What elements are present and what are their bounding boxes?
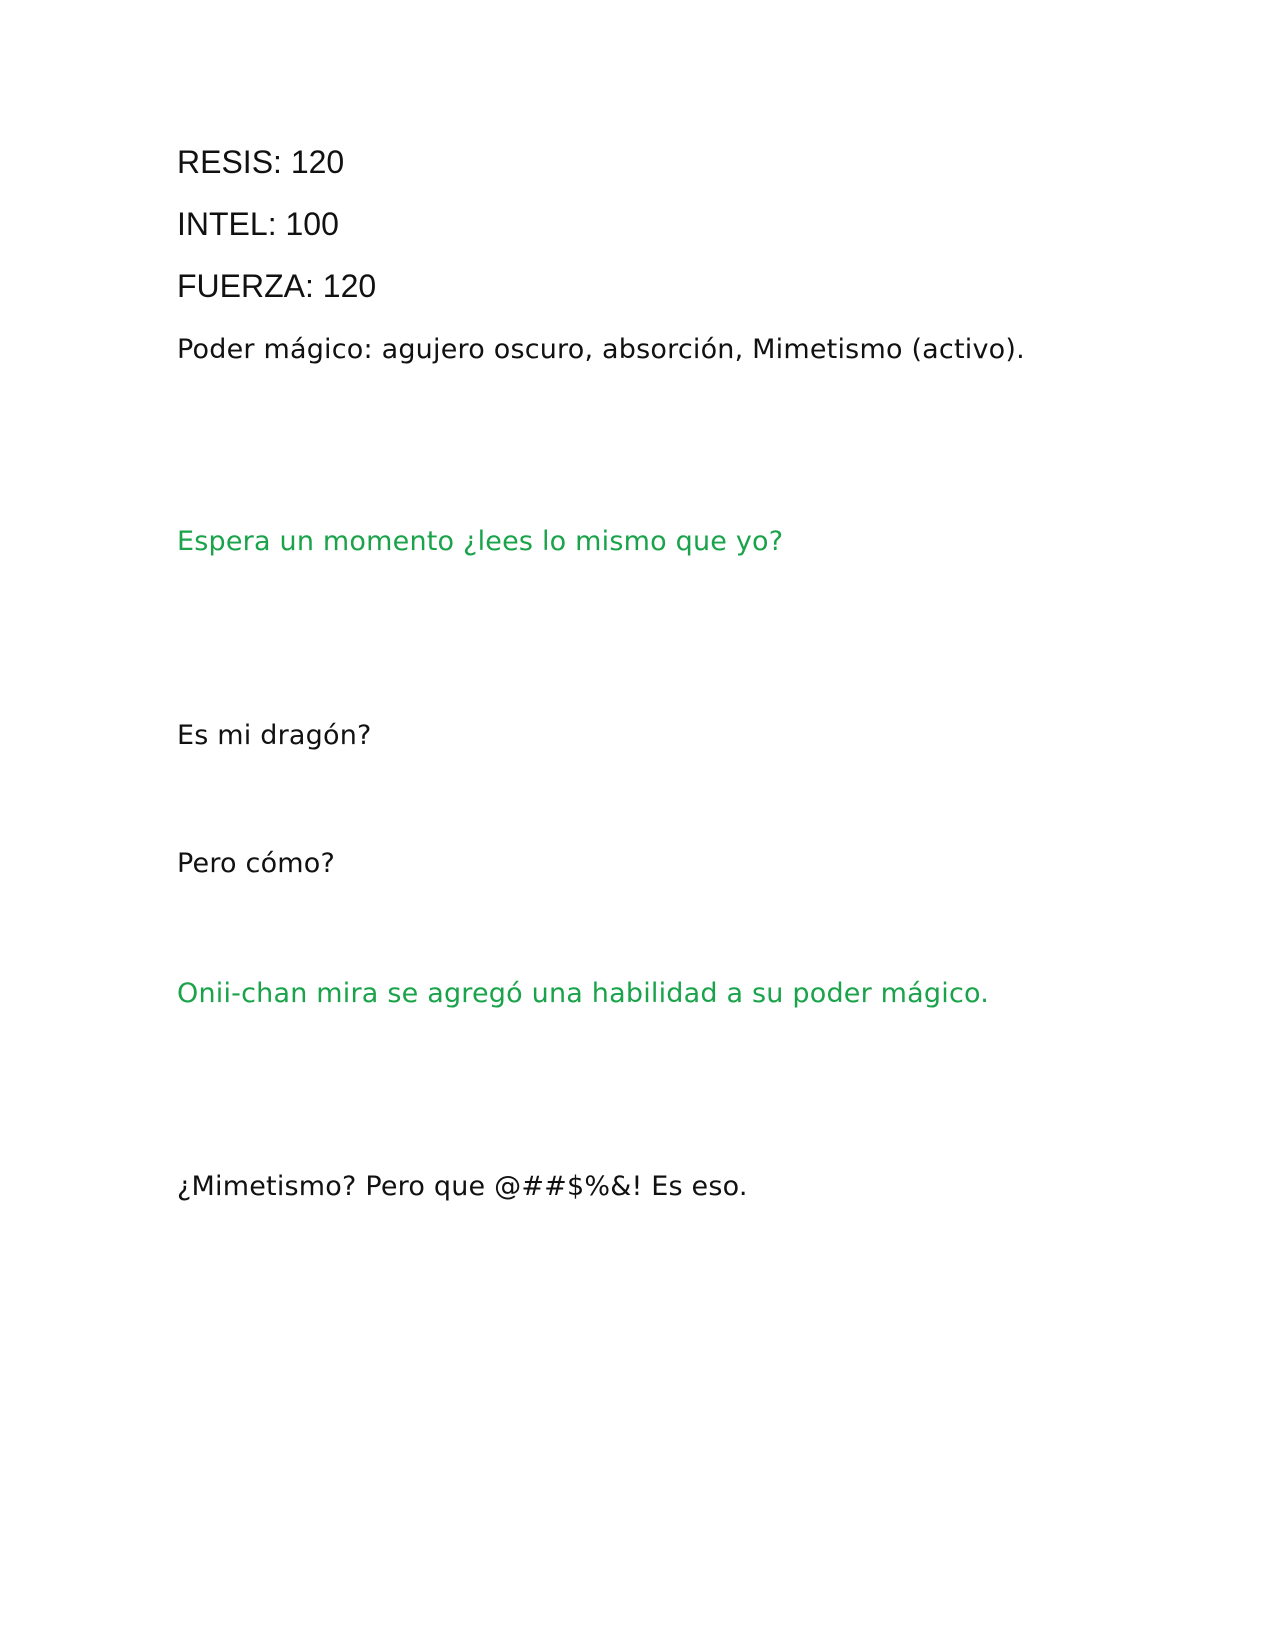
dialogue-line-1: Espera un momento ¿lees lo mismo que yo? [177, 526, 784, 557]
stat-resis: RESIS: 120 [177, 144, 345, 180]
stat-fuerza: FUERZA: 120 [177, 268, 377, 304]
magic-power-line: Poder mágico: agujero oscuro, absorción, Mimetismo (activo). [177, 334, 1025, 365]
stat-intel: INTEL: 100 [177, 206, 339, 242]
dialogue-line-3: Pero cómo? [177, 848, 336, 879]
dialogue-line-4: Onii-chan mira se agregó una habilidad a su poder mágico. [177, 978, 990, 1009]
dialogue-line-2: Es mi dragón? [177, 720, 372, 751]
dialogue-line-5: ¿Mimetismo? Pero que @##$%&! Es eso. [177, 1171, 748, 1202]
